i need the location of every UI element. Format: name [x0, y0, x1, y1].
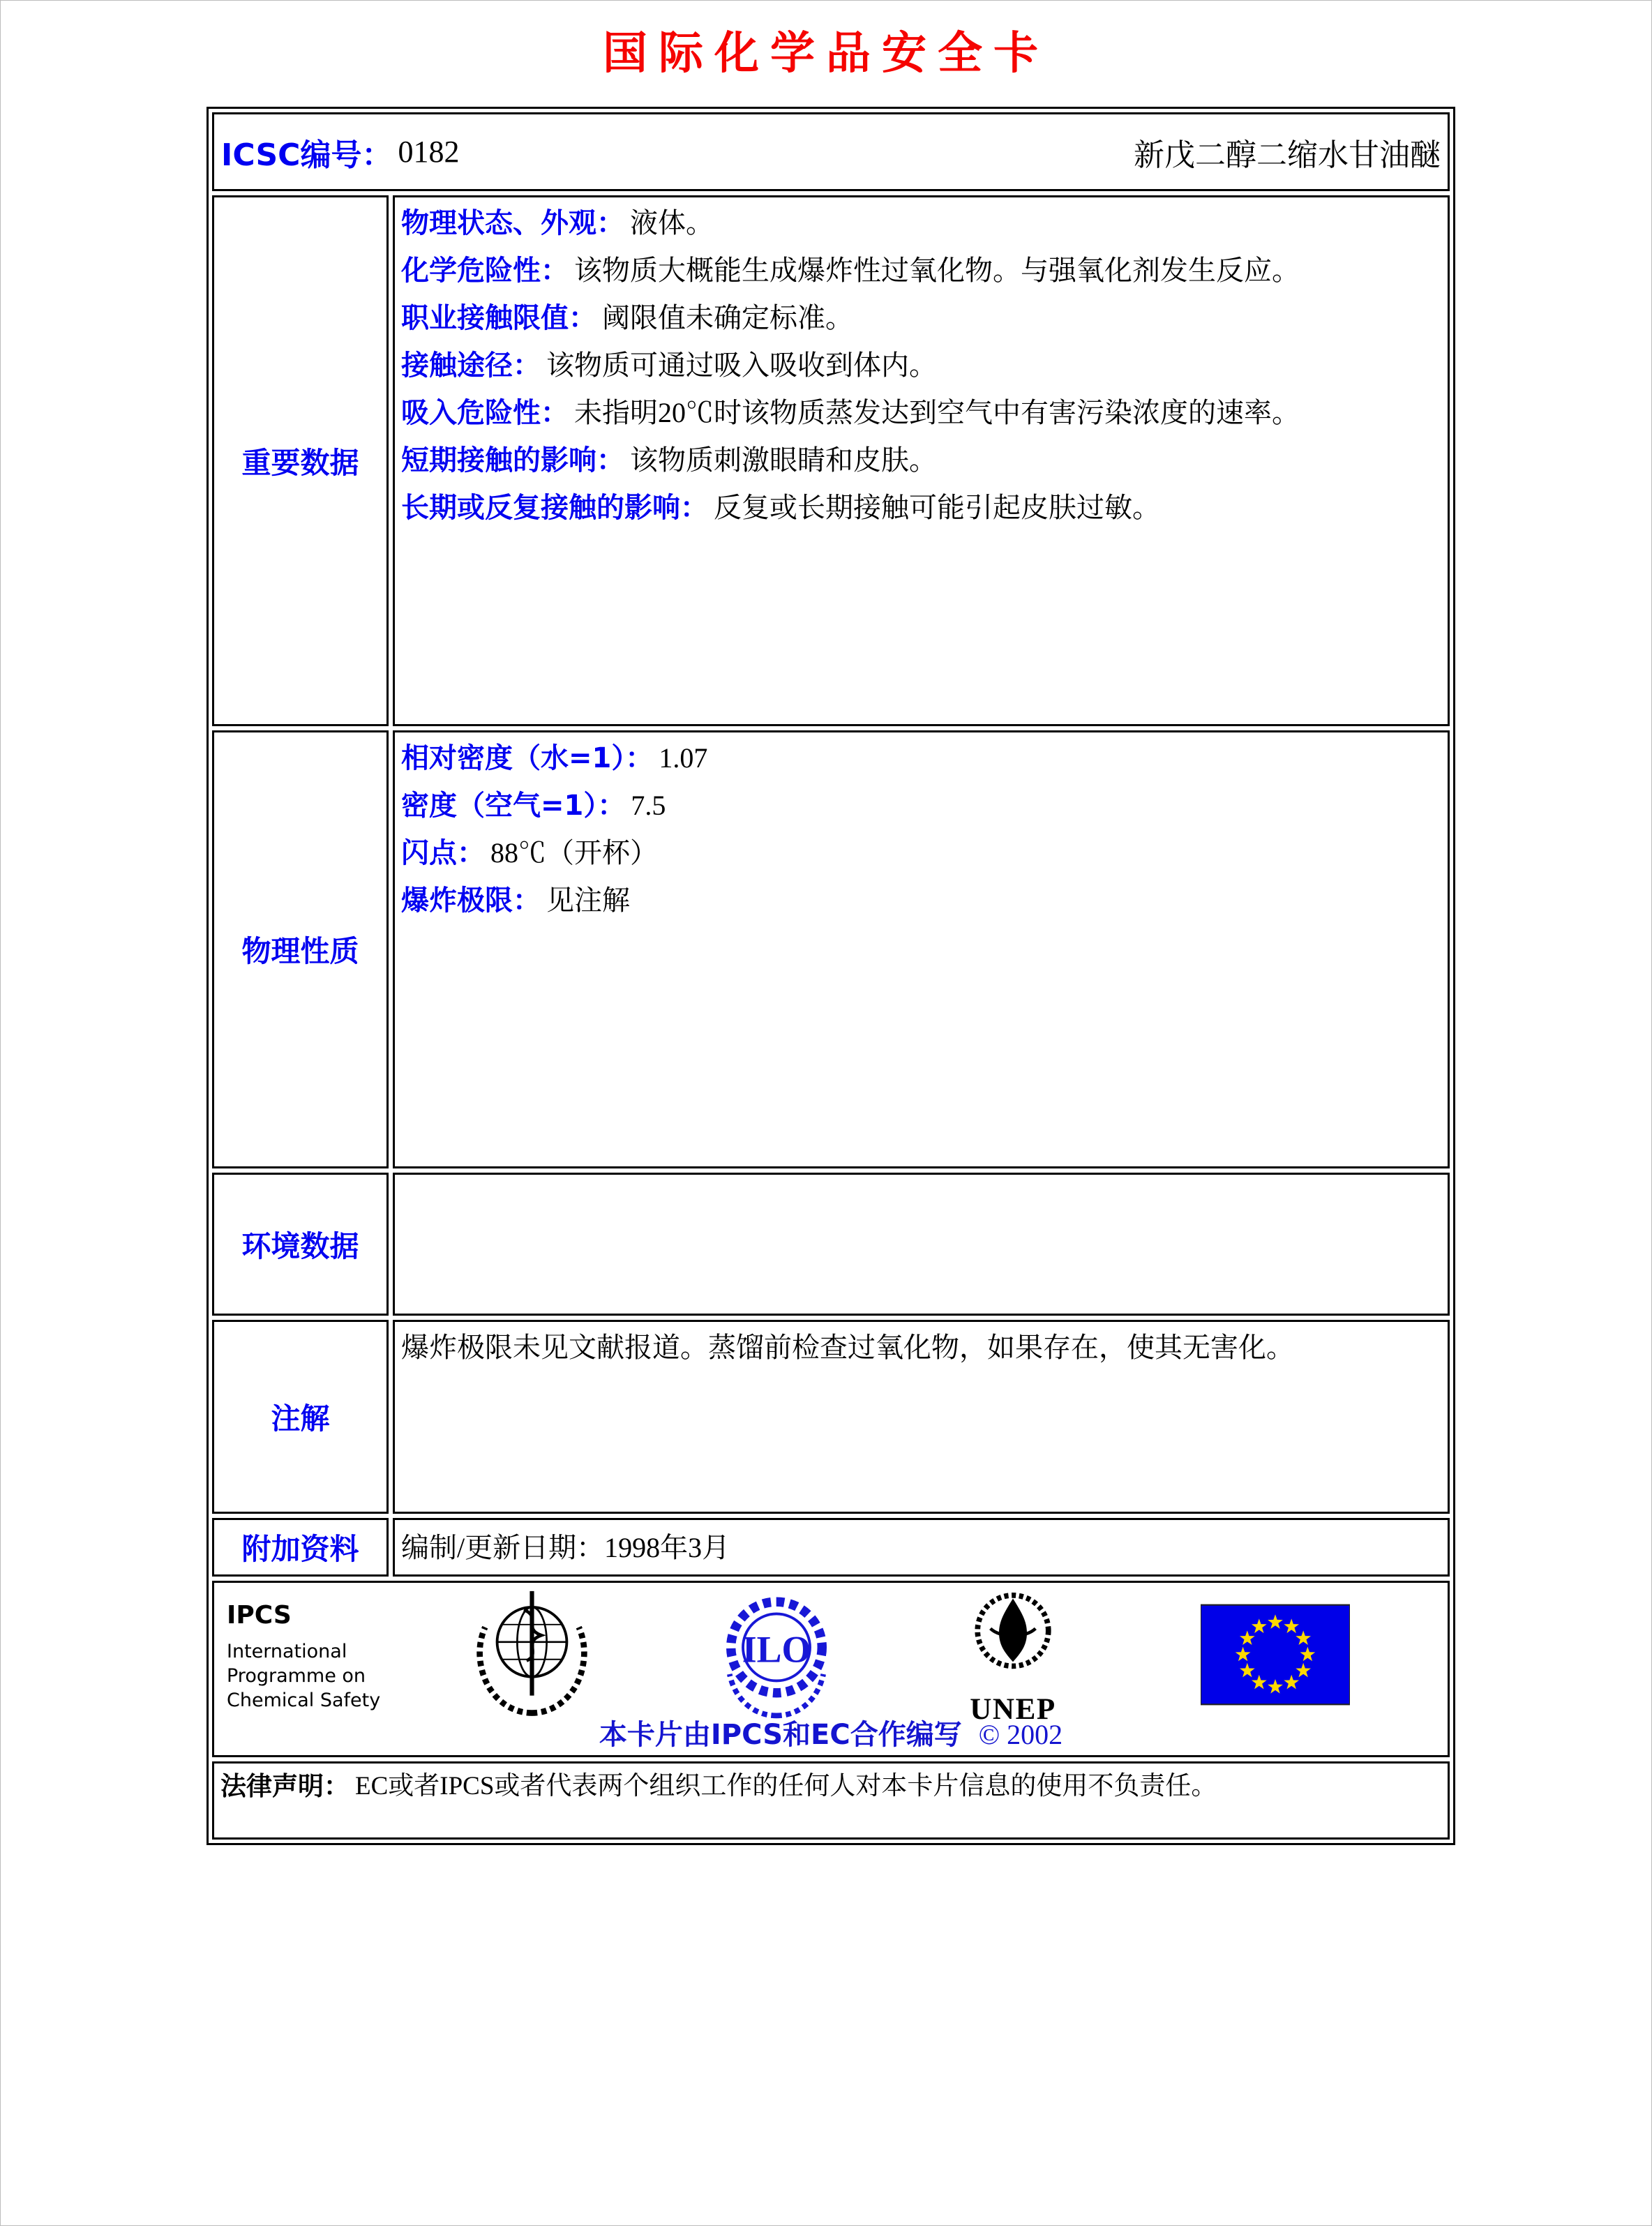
header-cell [212, 112, 1450, 191]
svg-text:UNEP: UNEP [970, 1692, 1056, 1725]
logos-cell [212, 1581, 1450, 1757]
important-item: 化学危险性： 该物质大概能生成爆炸性过氧化物。与强氧化剂发生反应。 [401, 255, 1300, 287]
important-item: 长期或反复接触的影响： 反复或长期接触可能引起皮肤过敏。 [401, 492, 1160, 524]
section-label-important-data: 重要数据 [212, 195, 389, 726]
ilo-logo-icon [707, 1588, 846, 1722]
svg-text:ILO: ILO [742, 1628, 811, 1671]
ipcs-text-block: IPCS International Programme on Chemical Safety [227, 1601, 381, 1711]
physical-item: 相对密度（水=1）： 1.07 [401, 742, 708, 774]
environmental-data-row [212, 1173, 1450, 1316]
update-date-value: 1998年3月 [604, 1531, 730, 1563]
important-data-content [393, 195, 1450, 726]
icsc-card [206, 107, 1455, 1845]
icsc-number-label: ICSC编号： [221, 137, 393, 173]
legal-label: 法律声明： [220, 1771, 350, 1801]
important-data-row [212, 195, 1450, 726]
chemical-name: 新戊二醇二缩水甘油醚 [1134, 137, 1441, 172]
physical-properties-row [212, 730, 1450, 1168]
eu-flag-icon [1201, 1604, 1350, 1706]
header-row [212, 112, 1450, 191]
legal-cell [212, 1761, 1450, 1840]
physical-item: 密度（空气=1）： 7.5 [401, 790, 666, 822]
update-date-label: 编制/更新日期： [401, 1531, 605, 1563]
copyright-text: © 2002 [978, 1719, 1063, 1750]
important-item: 吸入危险性： 未指明20℃时该物质蒸发达到空气中有害污染浓度的速率。 [401, 397, 1300, 429]
section-label-notes: 注解 [212, 1320, 389, 1514]
physical-properties-content [393, 730, 1450, 1168]
physical-item: 爆炸极限： 见注解 [401, 885, 630, 917]
section-label-additional-info: 附加资料 [212, 1518, 389, 1577]
legal-text: EC或者IPCS或者代表两个组织工作的任何人对本卡片信息的使用不负责任。 [355, 1772, 1217, 1800]
credit-text: 本卡片由IPCS和EC合作编写 [599, 1719, 962, 1751]
ipcs-acronym: IPCS [227, 1601, 292, 1630]
environmental-data-content [393, 1173, 1450, 1316]
logos-row [212, 1581, 1450, 1757]
notes-content [393, 1320, 1450, 1514]
icsc-number-value: 0182 [398, 135, 460, 169]
additional-info-content [393, 1518, 1450, 1577]
additional-info-row [212, 1518, 1450, 1577]
important-item: 物理状态、外观： 液体。 [401, 207, 714, 239]
important-item: 短期接触的影响： 该物质刺激眼睛和皮肤。 [401, 444, 937, 476]
page-title: 国际化学品安全卡 [603, 27, 1049, 80]
important-item: 接触途径： 该物质可通过吸入吸收到体内。 [401, 349, 937, 382]
icsc-number [221, 130, 459, 174]
section-label-physical-properties: 物理性质 [212, 730, 389, 1168]
who-logo-icon [471, 1588, 593, 1722]
credit-line [214, 1713, 1448, 1752]
physical-item: 闪点： 88℃（开杯） [401, 837, 658, 869]
legal-row [212, 1761, 1450, 1840]
section-label-environmental-data: 环境数据 [212, 1173, 389, 1316]
unep-logo-icon [951, 1586, 1075, 1725]
notes-text: 爆炸极限未见文献报道。蒸馏前检查过氧化物，如果存在，使其无害化。 [401, 1332, 1294, 1363]
notes-row [212, 1320, 1450, 1514]
important-item: 职业接触限值： 阈限值未确定标准。 [401, 302, 853, 334]
